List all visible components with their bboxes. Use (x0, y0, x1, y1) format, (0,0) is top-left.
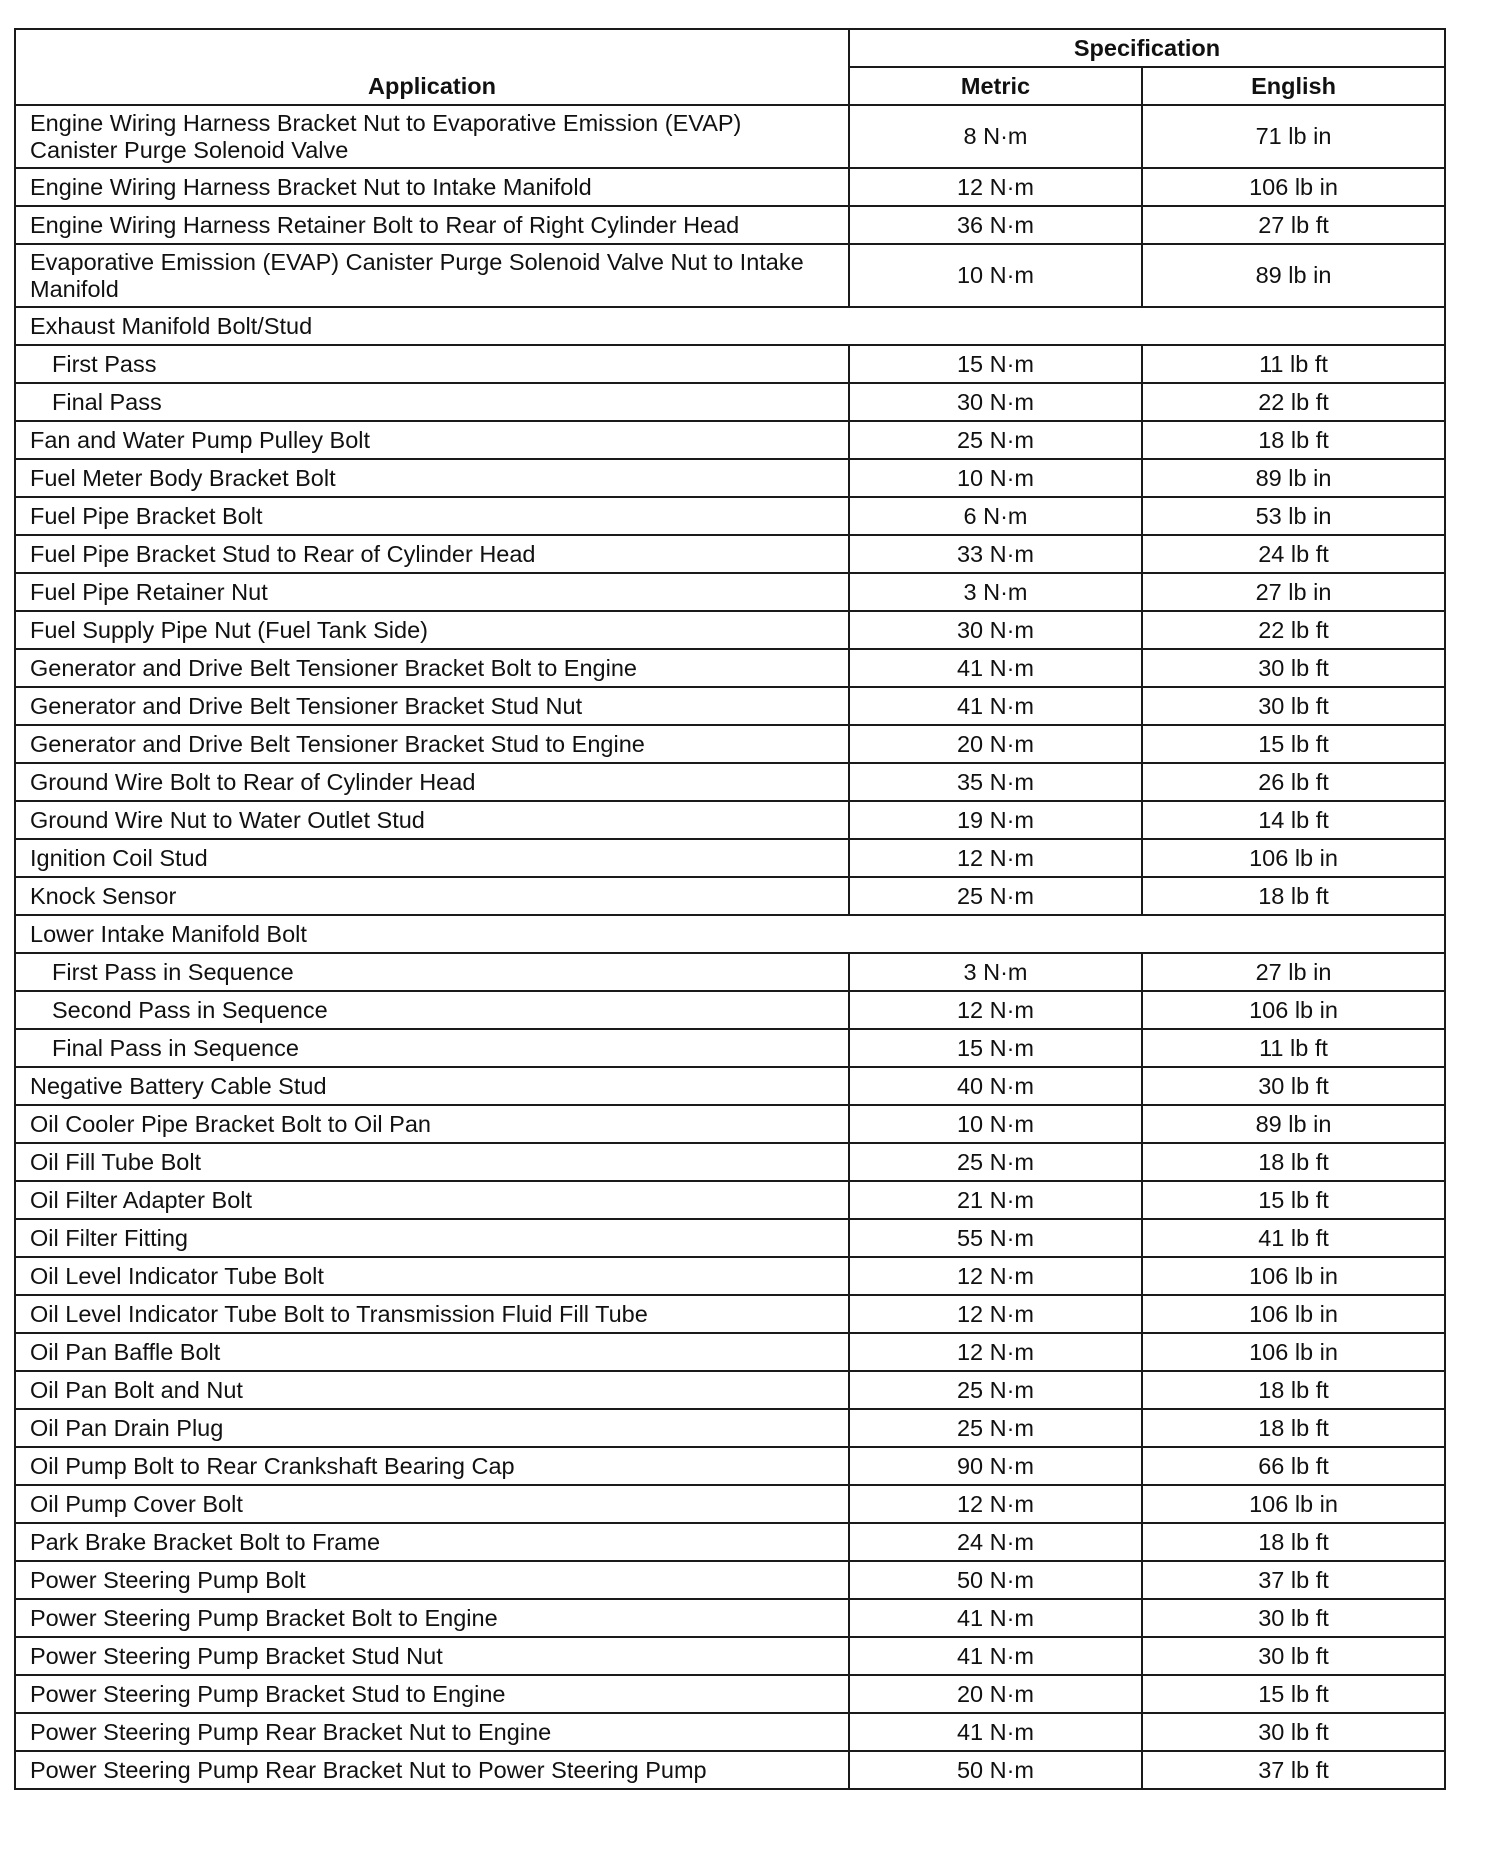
metric-cell: 8 N·m (849, 105, 1142, 168)
table-row (15, 1371, 1445, 1409)
application-cell: Final Pass in Sequence (15, 1029, 849, 1067)
english-cell: 30 lb ft (1142, 1713, 1445, 1751)
metric-cell: 90 N·m (849, 1447, 1142, 1485)
english-cell: 37 lb ft (1142, 1751, 1445, 1789)
application-cell: Ground Wire Nut to Water Outlet Stud (15, 801, 849, 839)
table-row (15, 1599, 1445, 1637)
application-cell: Knock Sensor (15, 877, 849, 915)
application-cell: Oil Pan Bolt and Nut (15, 1371, 849, 1409)
table-row (15, 1447, 1445, 1485)
table-row (15, 1713, 1445, 1751)
application-cell: Fan and Water Pump Pulley Bolt (15, 421, 849, 459)
metric-cell: 21 N·m (849, 1181, 1142, 1219)
table-row (15, 1523, 1445, 1561)
english-cell: 30 lb ft (1142, 649, 1445, 687)
metric-cell: 25 N·m (849, 1409, 1142, 1447)
metric-cell: 15 N·m (849, 1029, 1142, 1067)
table-row (15, 1637, 1445, 1675)
application-cell: First Pass (15, 345, 849, 383)
application-cell: Power Steering Pump Rear Bracket Nut to Power Steering Pump (15, 1751, 849, 1789)
metric-cell: 40 N·m (849, 1067, 1142, 1105)
english-cell: 30 lb ft (1142, 1637, 1445, 1675)
english-cell: 18 lb ft (1142, 1523, 1445, 1561)
specification-header: Specification (849, 29, 1445, 67)
application-header: Application (15, 29, 849, 105)
application-cell: Oil Pan Drain Plug (15, 1409, 849, 1447)
application-cell: Fuel Supply Pipe Nut (Fuel Tank Side) (15, 611, 849, 649)
table-row (15, 763, 1445, 801)
metric-cell: 50 N·m (849, 1751, 1142, 1789)
metric-cell: 41 N·m (849, 1599, 1142, 1637)
metric-cell: 10 N·m (849, 244, 1142, 307)
table-row (15, 611, 1445, 649)
application-cell: Generator and Drive Belt Tensioner Bracket Stud to Engine (15, 725, 849, 763)
table-row (15, 573, 1445, 611)
application-cell: Power Steering Pump Bracket Bolt to Engine (15, 1599, 849, 1637)
english-cell: 27 lb in (1142, 953, 1445, 991)
table-row (15, 1105, 1445, 1143)
metric-cell: 35 N·m (849, 763, 1142, 801)
group-row (15, 307, 1445, 345)
english-cell: 106 lb in (1142, 1485, 1445, 1523)
table-row (15, 535, 1445, 573)
application-cell: Fuel Meter Body Bracket Bolt (15, 459, 849, 497)
english-cell: 15 lb ft (1142, 725, 1445, 763)
table-row (15, 244, 1445, 307)
table-row (15, 953, 1445, 991)
application-cell: Power Steering Pump Bracket Stud to Engine (15, 1675, 849, 1713)
metric-cell: 24 N·m (849, 1523, 1142, 1561)
metric-cell: 36 N·m (849, 206, 1142, 244)
group-label: Lower Intake Manifold Bolt (15, 915, 1445, 953)
english-cell: 53 lb in (1142, 497, 1445, 535)
table-row (15, 801, 1445, 839)
table-row (15, 459, 1445, 497)
application-cell: First Pass in Sequence (15, 953, 849, 991)
english-cell: 30 lb ft (1142, 1599, 1445, 1637)
application-cell: Evaporative Emission (EVAP) Canister Purge Solenoid Valve Nut to Intake Manifold (15, 244, 849, 307)
application-cell: Fuel Pipe Bracket Stud to Rear of Cylinder Head (15, 535, 849, 573)
english-cell: 27 lb in (1142, 573, 1445, 611)
metric-cell: 30 N·m (849, 611, 1142, 649)
english-cell: 18 lb ft (1142, 1409, 1445, 1447)
english-cell: 89 lb in (1142, 244, 1445, 307)
english-cell: 89 lb in (1142, 1105, 1445, 1143)
metric-cell: 41 N·m (849, 687, 1142, 725)
application-cell: Fuel Pipe Bracket Bolt (15, 497, 849, 535)
table-row (15, 497, 1445, 535)
english-cell: 66 lb ft (1142, 1447, 1445, 1485)
application-cell: Power Steering Pump Bracket Stud Nut (15, 1637, 849, 1675)
metric-cell: 55 N·m (849, 1219, 1142, 1257)
metric-cell: 41 N·m (849, 1713, 1142, 1751)
metric-cell: 6 N·m (849, 497, 1142, 535)
application-cell: Oil Level Indicator Tube Bolt to Transmission Fluid Fill Tube (15, 1295, 849, 1333)
metric-cell: 25 N·m (849, 1143, 1142, 1181)
table-row (15, 687, 1445, 725)
english-cell: 106 lb in (1142, 1295, 1445, 1333)
application-cell: Oil Pump Cover Bolt (15, 1485, 849, 1523)
application-cell: Generator and Drive Belt Tensioner Bracket Bolt to Engine (15, 649, 849, 687)
application-cell: Oil Pump Bolt to Rear Crankshaft Bearing Cap (15, 1447, 849, 1485)
group-row (15, 915, 1445, 953)
metric-cell: 30 N·m (849, 383, 1142, 421)
application-cell: Power Steering Pump Rear Bracket Nut to Engine (15, 1713, 849, 1751)
application-cell: Final Pass (15, 383, 849, 421)
english-cell: 11 lb ft (1142, 1029, 1445, 1067)
english-cell: 30 lb ft (1142, 1067, 1445, 1105)
table-row (15, 1257, 1445, 1295)
metric-cell: 25 N·m (849, 877, 1142, 915)
metric-cell: 15 N·m (849, 345, 1142, 383)
metric-header: Metric (849, 67, 1142, 105)
table-row (15, 649, 1445, 687)
english-cell: 27 lb ft (1142, 206, 1445, 244)
table-row (15, 1675, 1445, 1713)
table-row (15, 725, 1445, 763)
group-label: Exhaust Manifold Bolt/Stud (15, 307, 1445, 345)
application-cell: Oil Pan Baffle Bolt (15, 1333, 849, 1371)
table-header (15, 29, 1445, 105)
application-cell: Ground Wire Bolt to Rear of Cylinder Head (15, 763, 849, 801)
english-cell: 71 lb in (1142, 105, 1445, 168)
table-row (15, 1143, 1445, 1181)
table-row (15, 1067, 1445, 1105)
table-row (15, 877, 1445, 915)
table-row (15, 991, 1445, 1029)
table-row (15, 206, 1445, 244)
application-cell: Oil Filter Fitting (15, 1219, 849, 1257)
english-cell: 15 lb ft (1142, 1181, 1445, 1219)
metric-cell: 12 N·m (849, 1295, 1142, 1333)
application-cell: Power Steering Pump Bolt (15, 1561, 849, 1599)
application-cell: Engine Wiring Harness Bracket Nut to Intake Manifold (15, 168, 849, 206)
metric-cell: 19 N·m (849, 801, 1142, 839)
table-row (15, 1409, 1445, 1447)
metric-cell: 20 N·m (849, 725, 1142, 763)
application-cell: Oil Cooler Pipe Bracket Bolt to Oil Pan (15, 1105, 849, 1143)
application-cell: Generator and Drive Belt Tensioner Bracket Stud Nut (15, 687, 849, 725)
table-row (15, 168, 1445, 206)
metric-cell: 12 N·m (849, 839, 1142, 877)
metric-cell: 33 N·m (849, 535, 1142, 573)
english-cell: 22 lb ft (1142, 383, 1445, 421)
metric-cell: 50 N·m (849, 1561, 1142, 1599)
table-row (15, 839, 1445, 877)
metric-cell: 25 N·m (849, 1371, 1142, 1409)
header-row-top (15, 29, 1445, 67)
application-cell: Fuel Pipe Retainer Nut (15, 573, 849, 611)
application-cell: Oil Filter Adapter Bolt (15, 1181, 849, 1219)
english-cell: 14 lb ft (1142, 801, 1445, 839)
metric-cell: 41 N·m (849, 649, 1142, 687)
metric-cell: 20 N·m (849, 1675, 1142, 1713)
english-cell: 30 lb ft (1142, 687, 1445, 725)
table-row (15, 1295, 1445, 1333)
english-cell: 106 lb in (1142, 991, 1445, 1029)
application-cell: Oil Level Indicator Tube Bolt (15, 1257, 849, 1295)
metric-cell: 12 N·m (849, 1485, 1142, 1523)
english-cell: 22 lb ft (1142, 611, 1445, 649)
table-row (15, 1333, 1445, 1371)
metric-cell: 12 N·m (849, 168, 1142, 206)
english-cell: 18 lb ft (1142, 1143, 1445, 1181)
table-row (15, 1561, 1445, 1599)
torque-spec-table (14, 28, 1446, 1790)
metric-cell: 10 N·m (849, 1105, 1142, 1143)
table-row (15, 421, 1445, 459)
table-row (15, 1485, 1445, 1523)
application-cell: Oil Fill Tube Bolt (15, 1143, 849, 1181)
table-row (15, 1029, 1445, 1067)
application-cell: Park Brake Bracket Bolt to Frame (15, 1523, 849, 1561)
english-cell: 18 lb ft (1142, 421, 1445, 459)
metric-cell: 12 N·m (849, 991, 1142, 1029)
english-cell: 18 lb ft (1142, 877, 1445, 915)
english-cell: 106 lb in (1142, 168, 1445, 206)
metric-cell: 41 N·m (849, 1637, 1142, 1675)
metric-cell: 12 N·m (849, 1257, 1142, 1295)
application-cell: Engine Wiring Harness Bracket Nut to Evaporative Emission (EVAP) Canister Purge Solenoid Valve (15, 105, 849, 168)
metric-cell: 3 N·m (849, 953, 1142, 991)
table-row (15, 383, 1445, 421)
table-row (15, 345, 1445, 383)
metric-cell: 25 N·m (849, 421, 1142, 459)
application-cell: Engine Wiring Harness Retainer Bolt to Rear of Right Cylinder Head (15, 206, 849, 244)
metric-cell: 10 N·m (849, 459, 1142, 497)
english-cell: 26 lb ft (1142, 763, 1445, 801)
english-cell: 11 lb ft (1142, 345, 1445, 383)
table-row (15, 1751, 1445, 1789)
application-cell: Second Pass in Sequence (15, 991, 849, 1029)
english-cell: 24 lb ft (1142, 535, 1445, 573)
application-cell: Negative Battery Cable Stud (15, 1067, 849, 1105)
english-header: English (1142, 67, 1445, 105)
english-cell: 106 lb in (1142, 839, 1445, 877)
english-cell: 37 lb ft (1142, 1561, 1445, 1599)
english-cell: 18 lb ft (1142, 1371, 1445, 1409)
english-cell: 106 lb in (1142, 1257, 1445, 1295)
metric-cell: 12 N·m (849, 1333, 1142, 1371)
table-body (15, 105, 1445, 1789)
english-cell: 89 lb in (1142, 459, 1445, 497)
table-row (15, 1219, 1445, 1257)
metric-cell: 3 N·m (849, 573, 1142, 611)
english-cell: 15 lb ft (1142, 1675, 1445, 1713)
english-cell: 41 lb ft (1142, 1219, 1445, 1257)
english-cell: 106 lb in (1142, 1333, 1445, 1371)
table-row (15, 105, 1445, 168)
application-cell: Ignition Coil Stud (15, 839, 849, 877)
table-row (15, 1181, 1445, 1219)
